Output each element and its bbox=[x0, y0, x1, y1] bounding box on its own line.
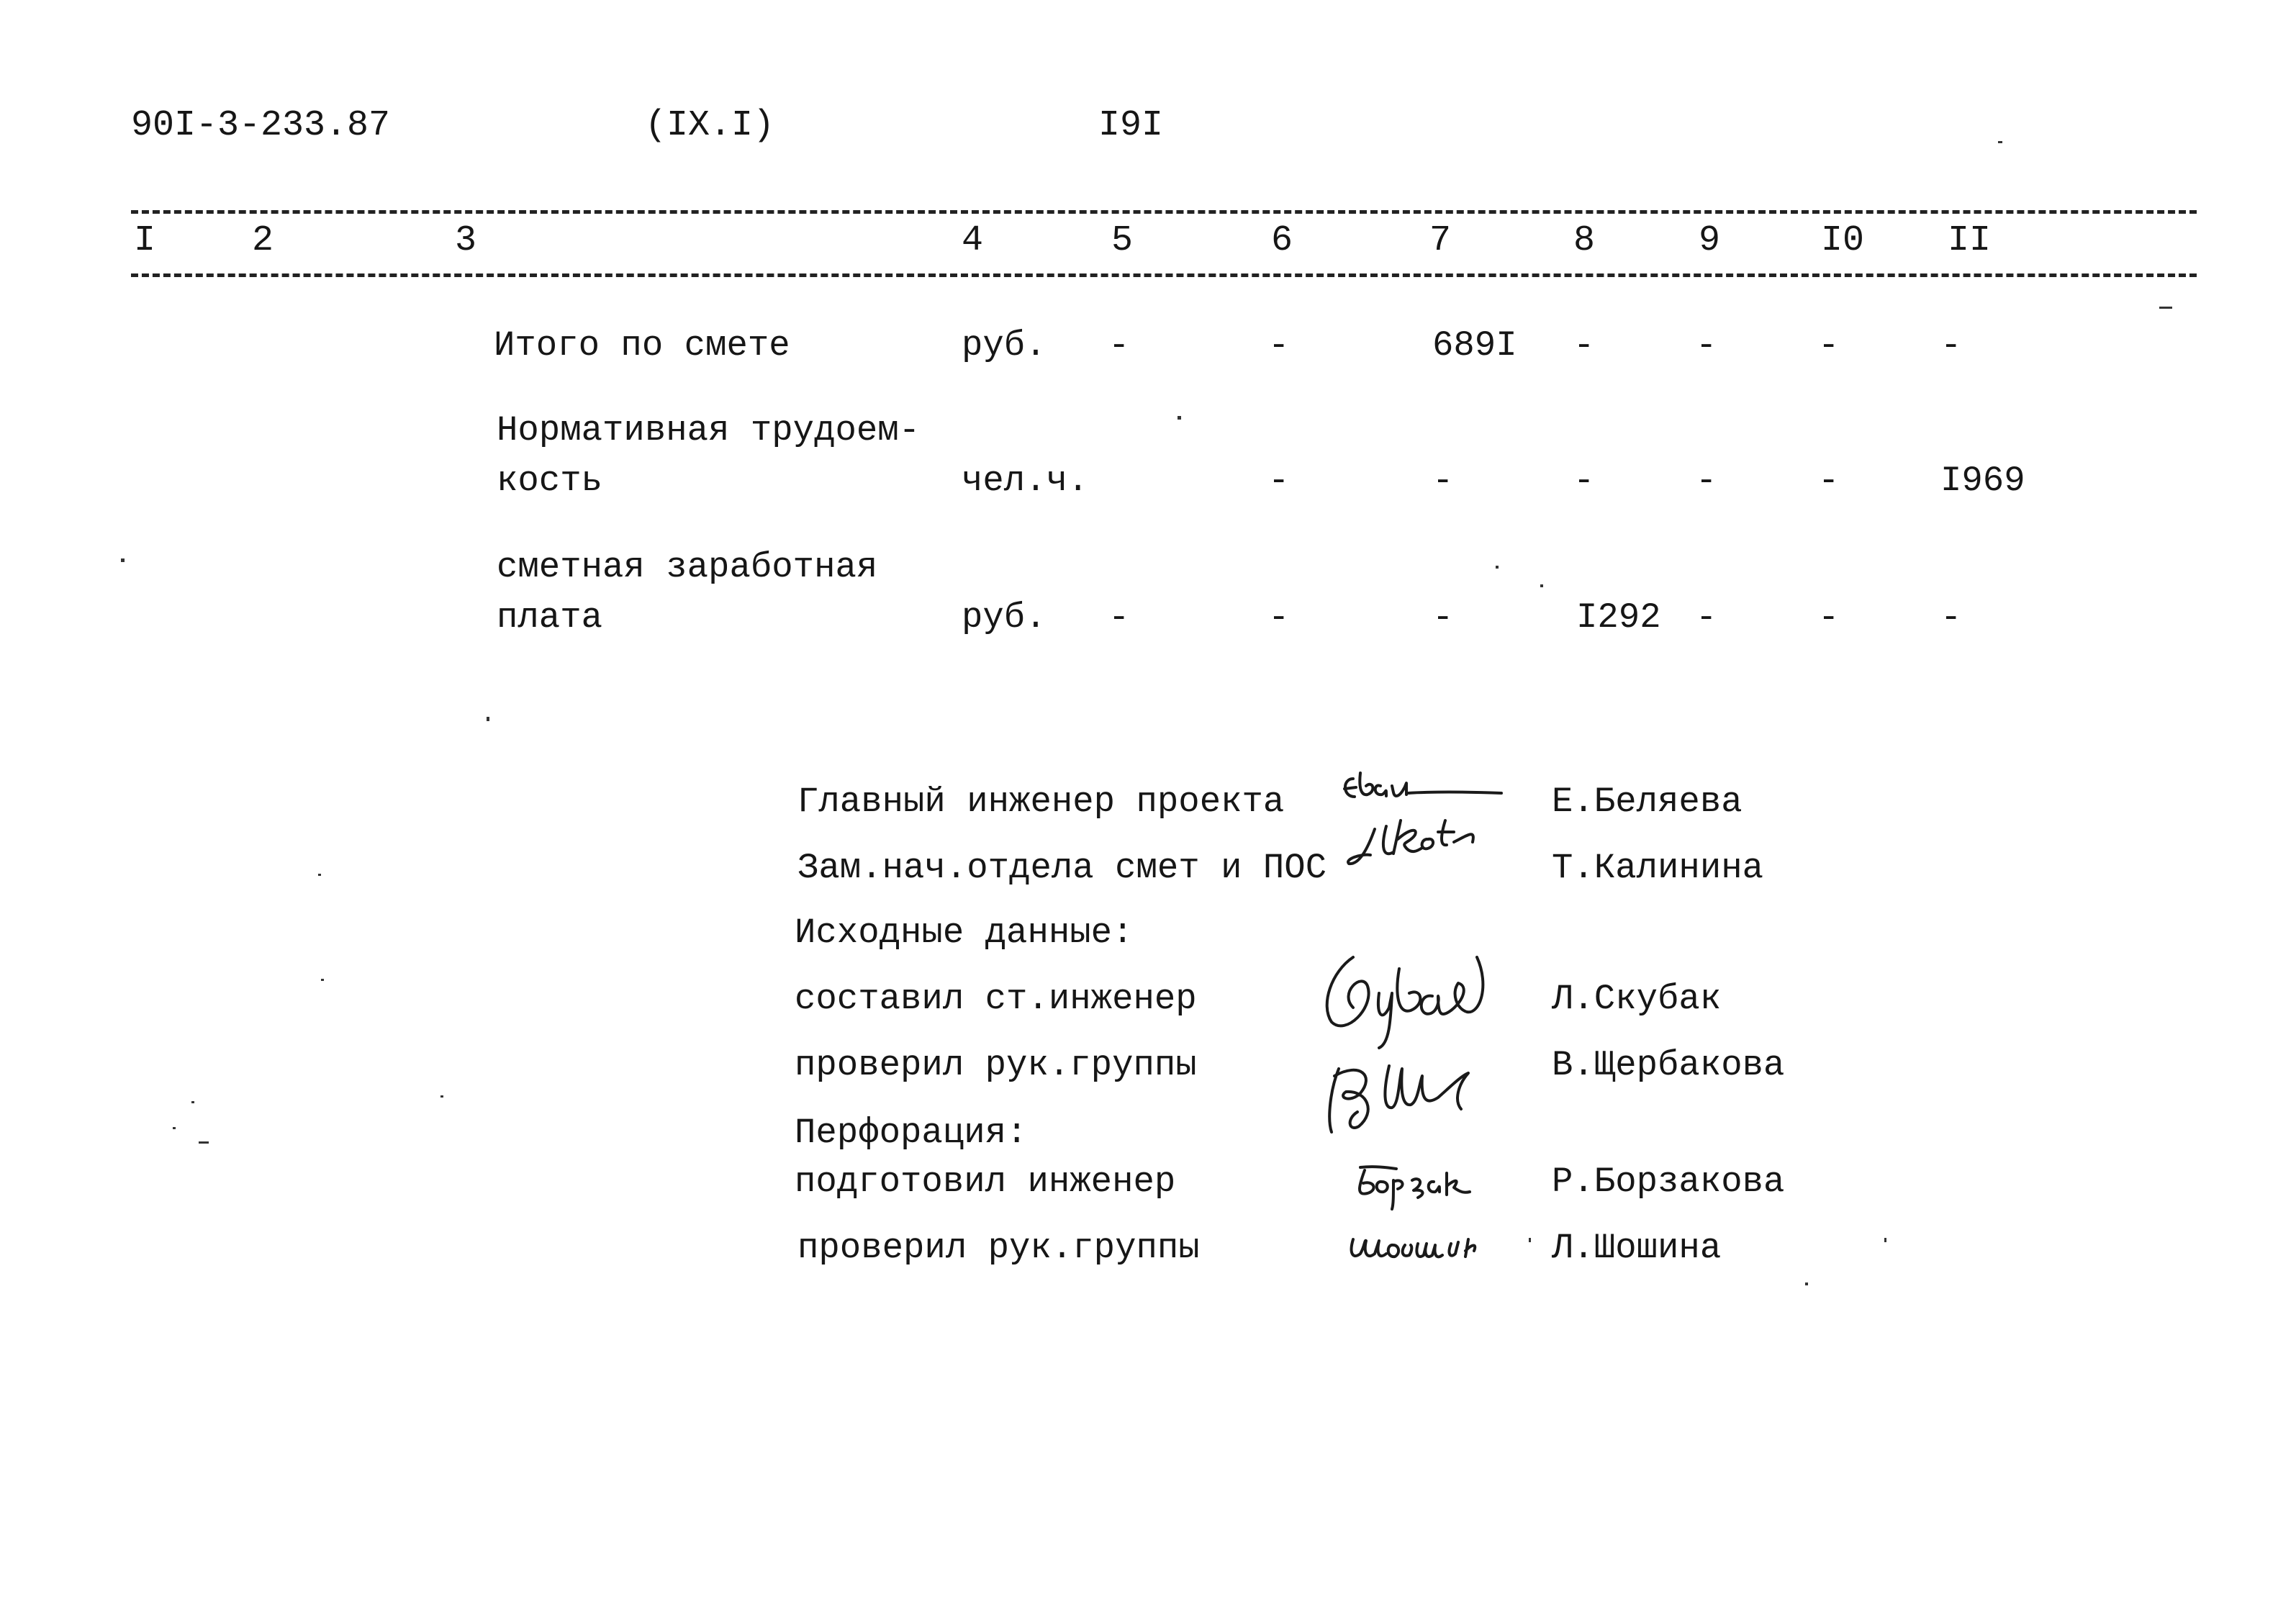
table-top-rule bbox=[131, 210, 2197, 214]
cell-col11: - bbox=[1940, 325, 1962, 366]
cell-col11: - bbox=[1940, 597, 1962, 638]
scan-speck bbox=[440, 1095, 443, 1098]
scan-speck bbox=[1805, 1282, 1808, 1285]
cell-col5: - bbox=[1108, 597, 1130, 638]
signer-role: подготовил инженер bbox=[795, 1162, 1176, 1202]
cell-col10: - bbox=[1818, 325, 1840, 366]
cell-col9: - bbox=[1696, 325, 1717, 366]
cell-col9: - bbox=[1696, 597, 1717, 638]
cell-col10: - bbox=[1818, 597, 1840, 638]
cell-col9: - bbox=[1696, 461, 1717, 501]
column-number: II bbox=[1948, 220, 1992, 261]
signer-name: Л.Скубак bbox=[1552, 979, 1722, 1019]
cell-col8: I292 bbox=[1576, 597, 1661, 638]
scan-speck bbox=[2159, 307, 2172, 309]
row-unit: чел.ч. bbox=[962, 461, 1089, 501]
column-number: 6 bbox=[1271, 220, 1293, 261]
scan-speck bbox=[321, 979, 324, 981]
table-header-rule bbox=[131, 273, 2197, 277]
column-number: 7 bbox=[1429, 220, 1452, 261]
cell-col6: - bbox=[1268, 597, 1290, 638]
cell-col8: - bbox=[1573, 461, 1595, 501]
document-code: 90I-3-233.87 bbox=[131, 105, 391, 146]
scan-speck bbox=[1529, 1238, 1531, 1242]
cell-col11: I969 bbox=[1940, 461, 2025, 501]
section-heading: Перфорация: bbox=[795, 1113, 1028, 1153]
scan-speck bbox=[1998, 141, 2002, 143]
column-number: 3 bbox=[455, 220, 477, 261]
page-number: I9I bbox=[1098, 105, 1164, 146]
scan-speck bbox=[1884, 1238, 1886, 1242]
row-name-continued: кость bbox=[497, 461, 603, 501]
cell-col5: - bbox=[1108, 325, 1130, 366]
signer-name: Р.Борзакова bbox=[1552, 1162, 1785, 1202]
column-number: I bbox=[134, 220, 156, 261]
scan-speck bbox=[318, 874, 321, 876]
cell-col6: - bbox=[1268, 325, 1290, 366]
signature-kalinina bbox=[1346, 813, 1526, 878]
row-unit: руб. bbox=[962, 597, 1047, 638]
column-number: 9 bbox=[1699, 220, 1721, 261]
cell-col6: - bbox=[1268, 461, 1290, 501]
signer-name: В.Щербакова bbox=[1552, 1045, 1785, 1085]
signer-role: Зам.нач.отдела смет и ПОС bbox=[797, 848, 1327, 888]
signer-role: проверил рук.группы bbox=[797, 1228, 1200, 1268]
row-name: сметная заработная bbox=[497, 547, 878, 587]
scan-speck bbox=[1496, 566, 1499, 569]
scan-speck bbox=[1178, 416, 1181, 420]
signer-role: составил ст.инженер bbox=[795, 979, 1197, 1019]
column-number: I0 bbox=[1821, 220, 1865, 261]
row-name: Нормативная трудоем- bbox=[497, 410, 921, 451]
cell-col8: - bbox=[1573, 325, 1595, 366]
scan-speck bbox=[173, 1127, 176, 1129]
row-name-continued: плата bbox=[497, 597, 603, 638]
row-unit: руб. bbox=[962, 325, 1047, 366]
scan-speck bbox=[1540, 584, 1543, 587]
column-number: 5 bbox=[1111, 220, 1134, 261]
column-number: 2 bbox=[252, 220, 274, 261]
row-name: Итого по смете bbox=[494, 325, 790, 366]
cell-col7: - bbox=[1432, 597, 1454, 638]
scan-speck bbox=[487, 717, 489, 721]
signature-shcherbakova bbox=[1317, 1047, 1504, 1141]
signer-name: Т.Калинина bbox=[1552, 848, 1764, 888]
scan-speck bbox=[121, 558, 125, 562]
signer-role: Главный инженер проекта bbox=[797, 782, 1285, 822]
scan-speck bbox=[199, 1141, 209, 1144]
section-heading: Исходные данные: bbox=[795, 913, 1134, 953]
section-number: (IX.I) bbox=[645, 105, 775, 146]
scan-speck bbox=[191, 1101, 194, 1103]
signer-role: проверил рук.группы bbox=[795, 1045, 1197, 1085]
signature-borzakova bbox=[1346, 1160, 1511, 1211]
cell-col7: - bbox=[1432, 461, 1454, 501]
column-number: 4 bbox=[962, 220, 984, 261]
cell-col10: - bbox=[1818, 461, 1840, 501]
column-number: 8 bbox=[1573, 220, 1596, 261]
signer-name: Л.Шошина bbox=[1552, 1228, 1722, 1268]
signature-shoshina bbox=[1346, 1225, 1511, 1268]
signature-skubak bbox=[1310, 943, 1526, 1051]
signature-beliaeva bbox=[1339, 764, 1511, 815]
signer-name: Е.Беляева bbox=[1552, 782, 1743, 822]
cell-col7: 689I bbox=[1432, 325, 1517, 366]
